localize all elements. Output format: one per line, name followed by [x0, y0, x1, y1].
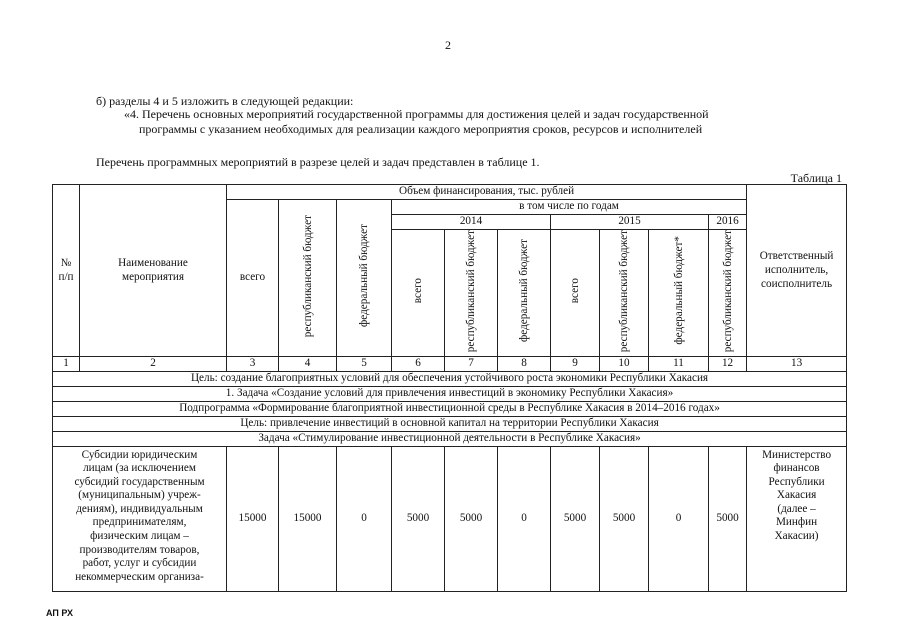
header-year-2014: 2014	[392, 214, 551, 229]
measure-name-cell	[53, 447, 227, 592]
header-responsible: Ответственный исполнитель, соисполнитель	[747, 185, 847, 357]
header-num: № п/п	[53, 185, 80, 357]
header-2014-fed: федеральный бюджет	[498, 229, 551, 357]
table-row	[53, 447, 847, 592]
intro-line-4: Перечень программных мероприятий в разрезе целей и задач представлен в таблице 1.	[96, 155, 540, 169]
measure-name: Субсидии юридическим лицам (за исключением субсидий государственным (муниципальным) учреж- дениям), индивидуальным предпринимателям, физическим лицам – производителям товаров, работ, услуг и субсидии некоммерческим организа-	[74, 448, 205, 583]
header-2016-rep: республиканский бюджет	[709, 229, 747, 357]
measure-fed: 0	[337, 447, 392, 592]
measure-responsible-cell	[747, 447, 847, 592]
measure-rep: 15000	[279, 447, 337, 592]
table-title: Таблица 1	[790, 171, 842, 185]
header-funding: Объем финансирования, тыс. рублей	[227, 185, 747, 200]
header-year-2016: 2016	[709, 214, 747, 229]
col-num-8: 8	[498, 357, 551, 372]
col-num-3: 3	[227, 357, 279, 372]
intro-line-1: б) разделы 4 и 5 изложить в следующей редакции:	[96, 94, 354, 108]
page-number: 2	[445, 38, 451, 52]
section-row-subgoal: Цель: привлечение инвестиций в основной капитал на территории Республики Хакасия	[53, 417, 847, 432]
measure-2015-total: 5000	[551, 447, 600, 592]
col-num-11: 11	[649, 357, 709, 372]
header-year-2015: 2015	[551, 214, 709, 229]
header-2014-rep: республиканский бюджет	[445, 229, 498, 357]
col-num-4: 4	[279, 357, 337, 372]
measure-2014-rep: 5000	[445, 447, 498, 592]
header-2015-fed: федеральный бюджет*	[649, 229, 709, 357]
measures-table	[52, 184, 847, 592]
header-by-years: в том числе по годам	[392, 200, 747, 215]
measure-total: 15000	[227, 447, 279, 592]
measure-responsible: Министерство финансов Республики Хакасия (далее – Минфин Хакасии)	[762, 448, 832, 543]
intro-line-2: «4. Перечень основных мероприятий государственной программы для достижения целей и задач государственной	[124, 107, 709, 121]
column-number-row	[53, 357, 847, 372]
col-num-13: 13	[747, 357, 847, 372]
section-row-subprogram: Подпрограмма «Формирование благоприятной инвестиционной среды в Республике Хакасия в 2014–2016 годах»	[53, 402, 847, 417]
intro-line-3: программы с указанием необходимых для реализации каждого мероприятия сроков, ресурсов и исполнителей	[139, 122, 703, 136]
footer-mark: АП РХ	[46, 608, 74, 618]
measure-2014-fed: 0	[498, 447, 551, 592]
header-rep-budget: республиканский бюджет	[279, 200, 337, 357]
measure-2015-rep: 5000	[600, 447, 649, 592]
header-total: всего	[227, 200, 279, 357]
measure-2015-fed: 0	[649, 447, 709, 592]
col-num-7: 7	[445, 357, 498, 372]
section-row-subtask: Задача «Стимулирование инвестиционной деятельности в Республике Хакасия»	[53, 432, 847, 447]
measure-2016-rep: 5000	[709, 447, 747, 592]
section-row-task-1: 1. Задача «Создание условий для привлечения инвестиций в экономику Республики Хакасия»	[53, 387, 847, 402]
measure-2014-total: 5000	[392, 447, 445, 592]
col-num-6: 6	[392, 357, 445, 372]
header-2015-total: всего	[551, 229, 600, 357]
col-num-2: 2	[80, 357, 227, 372]
col-num-9: 9	[551, 357, 600, 372]
header-fed-budget: федеральный бюджет	[337, 200, 392, 357]
header-name: Наименование мероприятия	[80, 185, 227, 357]
header-2015-rep: республиканский бюджет	[600, 229, 649, 357]
col-num-1: 1	[53, 357, 80, 372]
col-num-5: 5	[337, 357, 392, 372]
section-row-goal: Цель: создание благоприятных условий для обеспечения устойчивого роста экономики Республики Хакасия	[53, 372, 847, 387]
col-num-10: 10	[600, 357, 649, 372]
col-num-12: 12	[709, 357, 747, 372]
header-2014-total: всего	[392, 229, 445, 357]
